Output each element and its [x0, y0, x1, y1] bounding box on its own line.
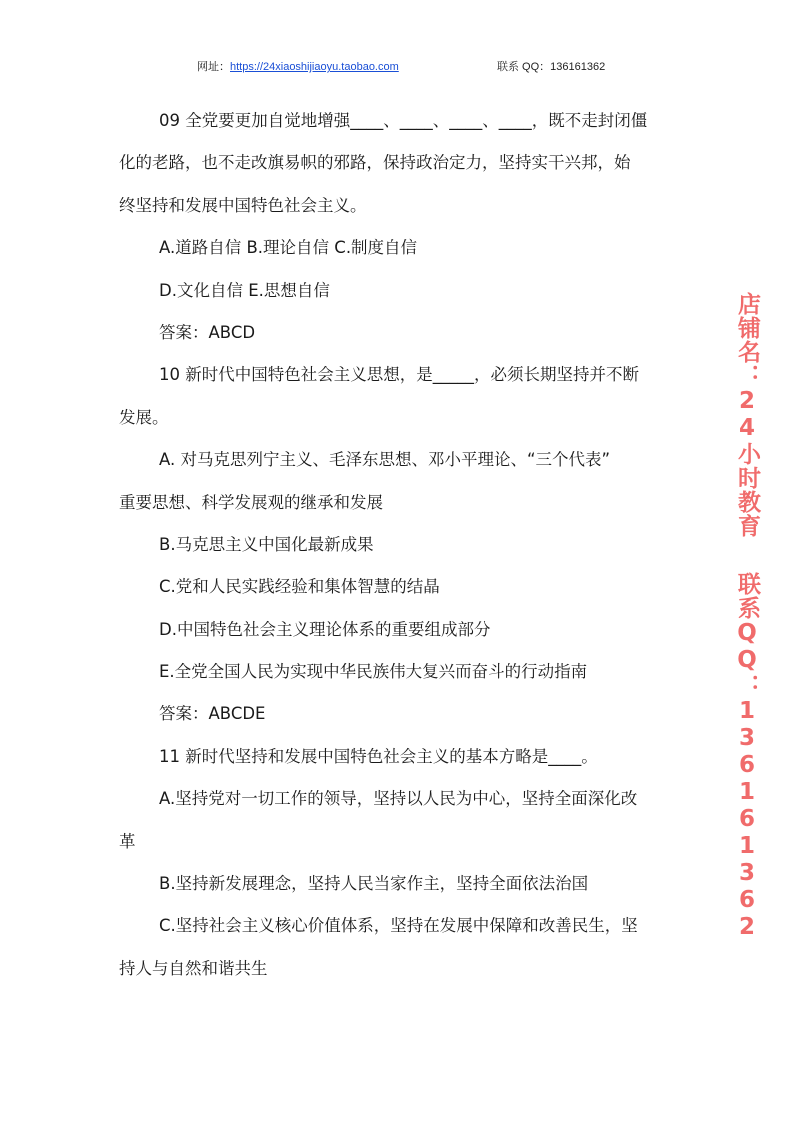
text-line: 重要思想、科学发展观的继承和发展	[119, 492, 383, 512]
text-line: 10 新时代中国特色社会主义思想，是_____，必须长期坚持并不断	[159, 365, 639, 385]
page-header	[0, 58, 800, 78]
text-line: 发展。	[119, 407, 169, 427]
text-line: A. 对马克思列宁主义、毛泽东思想、邓小平理论、“三个代表”	[159, 450, 611, 470]
document-body	[119, 100, 684, 990]
site-label: 网址：	[197, 61, 230, 73]
qq-label: 联系 QQ：	[497, 61, 551, 73]
text-line: A.坚持党对一切工作的领导，坚持以人民为中心，坚持全面深化改	[159, 789, 638, 809]
text-line: B.马克思主义中国化最新成果	[159, 534, 374, 554]
text-line: E.全党全国人民为实现中华民族伟大复兴而奋斗的行动指南	[159, 662, 588, 682]
text-line: D.文化自信 E.思想自信	[159, 280, 330, 300]
text-line: D.中国特色社会主义理论体系的重要组成部分	[159, 619, 491, 639]
qq-number: 136161362	[550, 61, 606, 73]
text-line: 革	[119, 831, 136, 851]
text-line: 化的老路，也不走改旗易帜的邪路，保持政治定力，坚持实干兴邦，始	[119, 153, 631, 173]
text-line: 终坚持和发展中国特色社会主义。	[119, 195, 367, 215]
text-line: 答案：ABCD	[159, 322, 256, 342]
text-line: C.党和人民实践经验和集体智慧的结晶	[159, 577, 440, 597]
watermark	[722, 292, 772, 941]
text-line: 11 新时代坚持和发展中国特色社会主义的基本方略是____。	[159, 746, 598, 766]
watermark-qq: 联系QQ：136161362	[734, 572, 760, 941]
text-line: B.坚持新发展理念，坚持人民当家作主，坚持全面依法治国	[159, 874, 589, 894]
site-link[interactable]: https://24xiaoshijiaoyu.taobao.com	[230, 61, 399, 73]
text-line: 持人与自然和谐共生	[119, 958, 268, 978]
site-info	[197, 58, 399, 74]
text-line: C.坚持社会主义核心价值体系，坚持在发展中保障和改善民生，坚	[159, 916, 638, 936]
text-line: A.道路自信 B.理论自信 C.制度自信	[159, 238, 418, 258]
qq-info	[497, 58, 605, 74]
text-line: 答案：ABCDE	[159, 704, 266, 724]
text-line: 09 全党要更加自觉地增强____、____、____、____，既不走封闭僵	[159, 111, 648, 130]
watermark-shop: 店铺名：24小时教育	[734, 292, 760, 538]
